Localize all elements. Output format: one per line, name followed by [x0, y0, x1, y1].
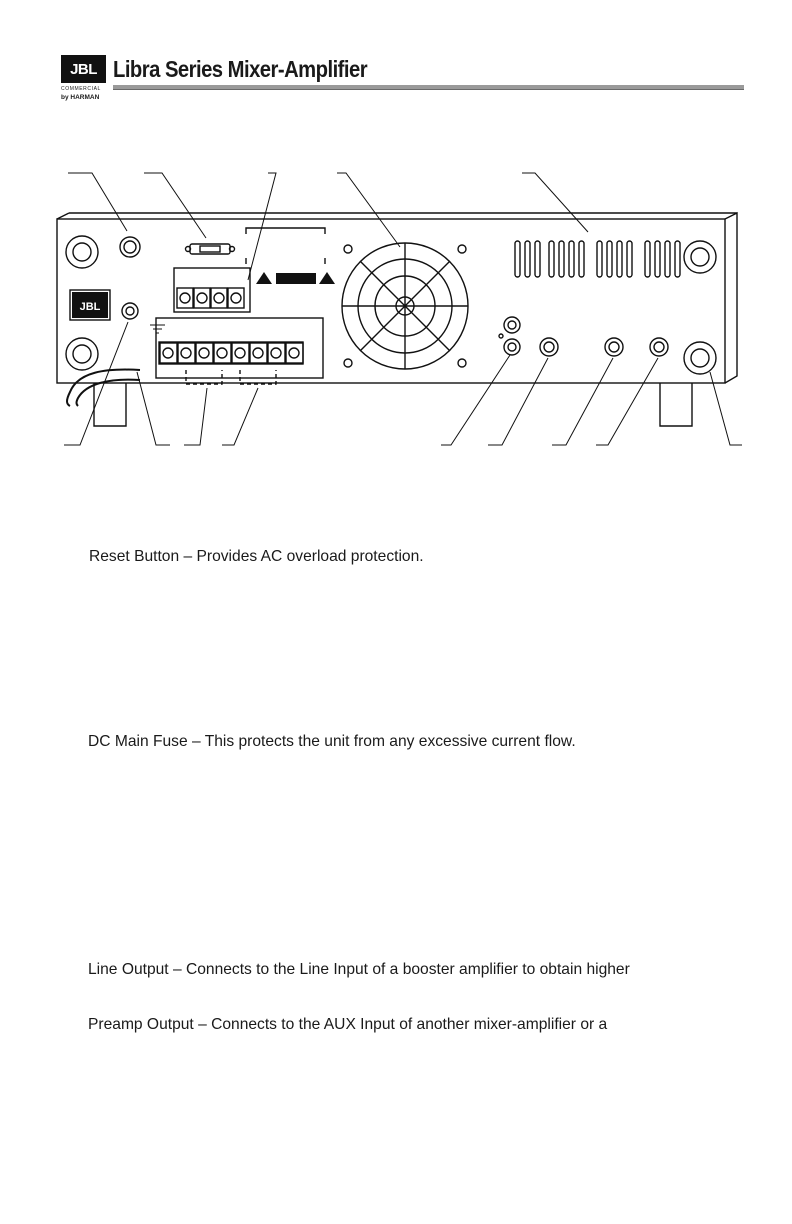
warning-triangle-right [319, 272, 335, 284]
bumper-top-left [66, 236, 98, 268]
ground-terminal [122, 303, 138, 319]
page-title: Libra Series Mixer-Amplifier [113, 56, 368, 82]
aux-jack [650, 338, 668, 356]
callout-lines [64, 173, 742, 445]
bumper-bottom-right [684, 342, 716, 374]
panel-logo-text: JBL [79, 301, 101, 313]
foot-left [94, 383, 126, 426]
reset-button-description: Reset Button – Provides AC overload protection. [89, 548, 424, 565]
bumper-top-right [684, 241, 716, 273]
line-output-description: Line Output – Connects to the Line Input of a booster amplifier to obtain higher [88, 961, 630, 978]
speaker-terminals [160, 343, 303, 363]
power-terminal-block [174, 268, 250, 312]
vent-slots [515, 241, 680, 277]
dc-main-fuse-description: DC Main Fuse – This protects the unit from any excessive current flow. [88, 733, 576, 750]
reset-button [120, 237, 140, 257]
rca-jack-top [504, 317, 520, 333]
fuse-holder [186, 244, 235, 254]
jbl-logo: JBL [61, 55, 106, 83]
warning-triangle-left [256, 272, 272, 284]
warning-bar [276, 273, 316, 284]
fan-grille [342, 243, 468, 369]
rear-panel-diagram [0, 0, 792, 460]
rca-jack-bottom [504, 339, 520, 355]
chassis-outline [57, 219, 725, 383]
preamp-output-jack [605, 338, 623, 356]
preamp-output-description: Preamp Output – Connects to the AUX Input of another mixer-amplifier or a [88, 1016, 608, 1033]
logo-harman-text: by HARMAN [61, 94, 100, 101]
bumper-bottom-left [66, 338, 98, 370]
foot-right [660, 383, 692, 426]
line-output-jack [540, 338, 558, 356]
logo-commercial-text: COMMERCIAL [61, 86, 101, 92]
